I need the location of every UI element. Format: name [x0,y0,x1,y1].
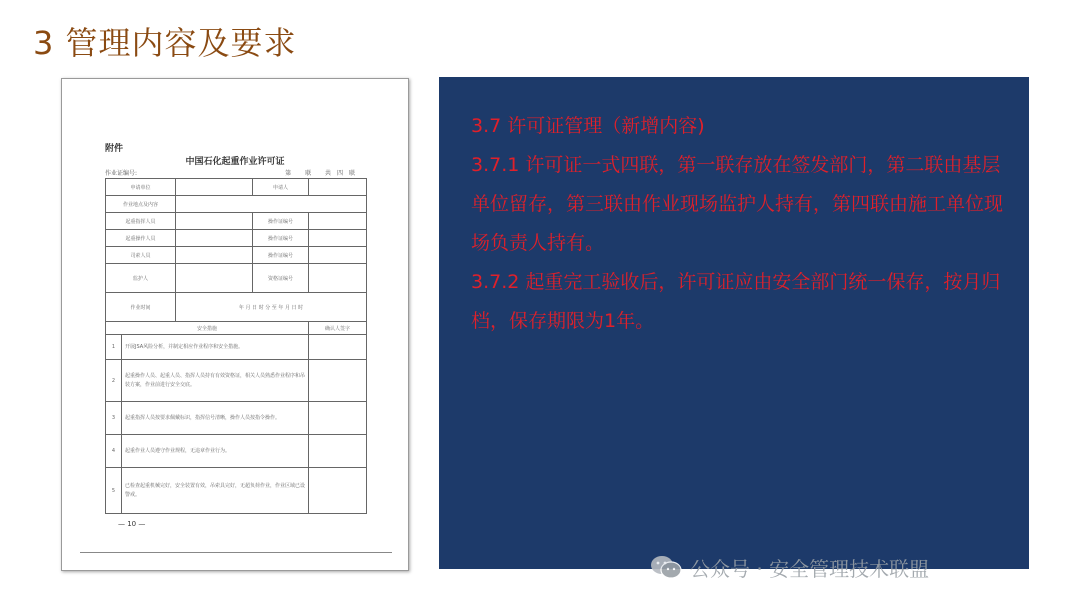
permit-form-table [105,178,367,514]
table-row [106,322,367,335]
table-cell: 5 [106,468,122,514]
table-cell [309,402,367,435]
table-row [106,230,367,247]
table-cell: 申请人 [253,179,309,196]
table-cell: 起重指挥人员 [106,213,176,230]
table-cell [176,247,253,264]
table-cell [309,230,367,247]
table-cell: 作业地点及内容 [106,196,176,213]
permit-form-title: 中国石化起重作业许可证 [185,157,285,167]
table-cell: 操作证编号 [253,213,309,230]
table-cell: 2 [106,360,122,402]
section-heading: 3.7 许可证管理（新增内容) [471,115,705,137]
table-row [106,402,367,435]
table-cell: 起重指挥人员按要求佩戴标识，指挥信号清晰，操作人员按指令操作。 [122,402,309,435]
table-cell: 安全措施 [106,322,309,335]
table-row [106,293,367,322]
table-row [106,360,367,402]
table-row [106,247,367,264]
table-cell [176,264,253,293]
table-cell [309,468,367,514]
wechat-icon [650,554,682,580]
table-cell: 确认人签字 [309,322,367,335]
permit-document-image [61,78,409,571]
page-number: — 10 — [118,520,146,528]
permit-copy-label: 第 联 共四联 [285,170,361,177]
table-cell: 作业时间 [106,293,176,322]
table-cell: 司索人员 [106,247,176,264]
table-cell: 资格证编号 [253,264,309,293]
content-panel [439,77,1029,569]
table-cell: 3 [106,402,122,435]
table-row [106,196,367,213]
table-cell: 开展JSA风险分析，并制定相应作业程序和安全措施。 [122,335,309,360]
table-cell: 申请单位 [106,179,176,196]
table-row [106,179,367,196]
table-cell: 监护人 [106,264,176,293]
table-cell [309,247,367,264]
table-cell: 操作证编号 [253,247,309,264]
table-cell [309,264,367,293]
table-cell [309,335,367,360]
table-cell [176,179,253,196]
watermark [650,550,929,584]
section-paragraph-2: 3.7.2 起重完工验收后，许可证应由安全部门统一保存，按月归档，保存期限为1年。 [471,271,1001,332]
table-cell [309,435,367,468]
footer-divider [80,552,392,553]
table-cell: 4 [106,435,122,468]
table-cell [309,213,367,230]
table-cell [176,230,253,247]
table-cell: 已检查起重机械完好，安全装置有效，吊索具完好，无超负荷作业，作业区域已设警戒。 [122,468,309,514]
table-row [106,468,367,514]
attachment-label: 附件 [105,144,124,154]
table-cell: 年 月 日 时 分 至 年 月 日 时 [176,293,367,322]
table-cell [309,179,367,196]
slide-title: 3 管理内容及要求 [33,24,297,62]
table-cell: 起重作业人员遵守作业规程，无违章作业行为。 [122,435,309,468]
table-cell: 1 [106,335,122,360]
table-cell: 起重操作人员 [106,230,176,247]
table-cell: 操作证编号 [253,230,309,247]
table-row [106,264,367,293]
panel-text [471,107,1006,341]
table-cell [176,213,253,230]
table-cell: 起重操作人员、起重人员、指挥人员持有有效资格证，相关人员熟悉作业程序和吊装方案，作业前进行安全交底。 [122,360,309,402]
permit-serial-label: 作业证编号: [105,170,138,177]
table-row [106,213,367,230]
table-cell [176,196,367,213]
watermark-text: 公众号 · 安全管理技术联盟 [690,556,930,581]
section-paragraph-1: 3.7.1 许可证一式四联，第一联存放在签发部门，第二联由基层单位留存，第三联由作业现场监护人持有，第四联由施工单位现场负责人持有。 [471,154,1004,254]
table-row [106,435,367,468]
table-row [106,335,367,360]
table-cell [309,360,367,402]
